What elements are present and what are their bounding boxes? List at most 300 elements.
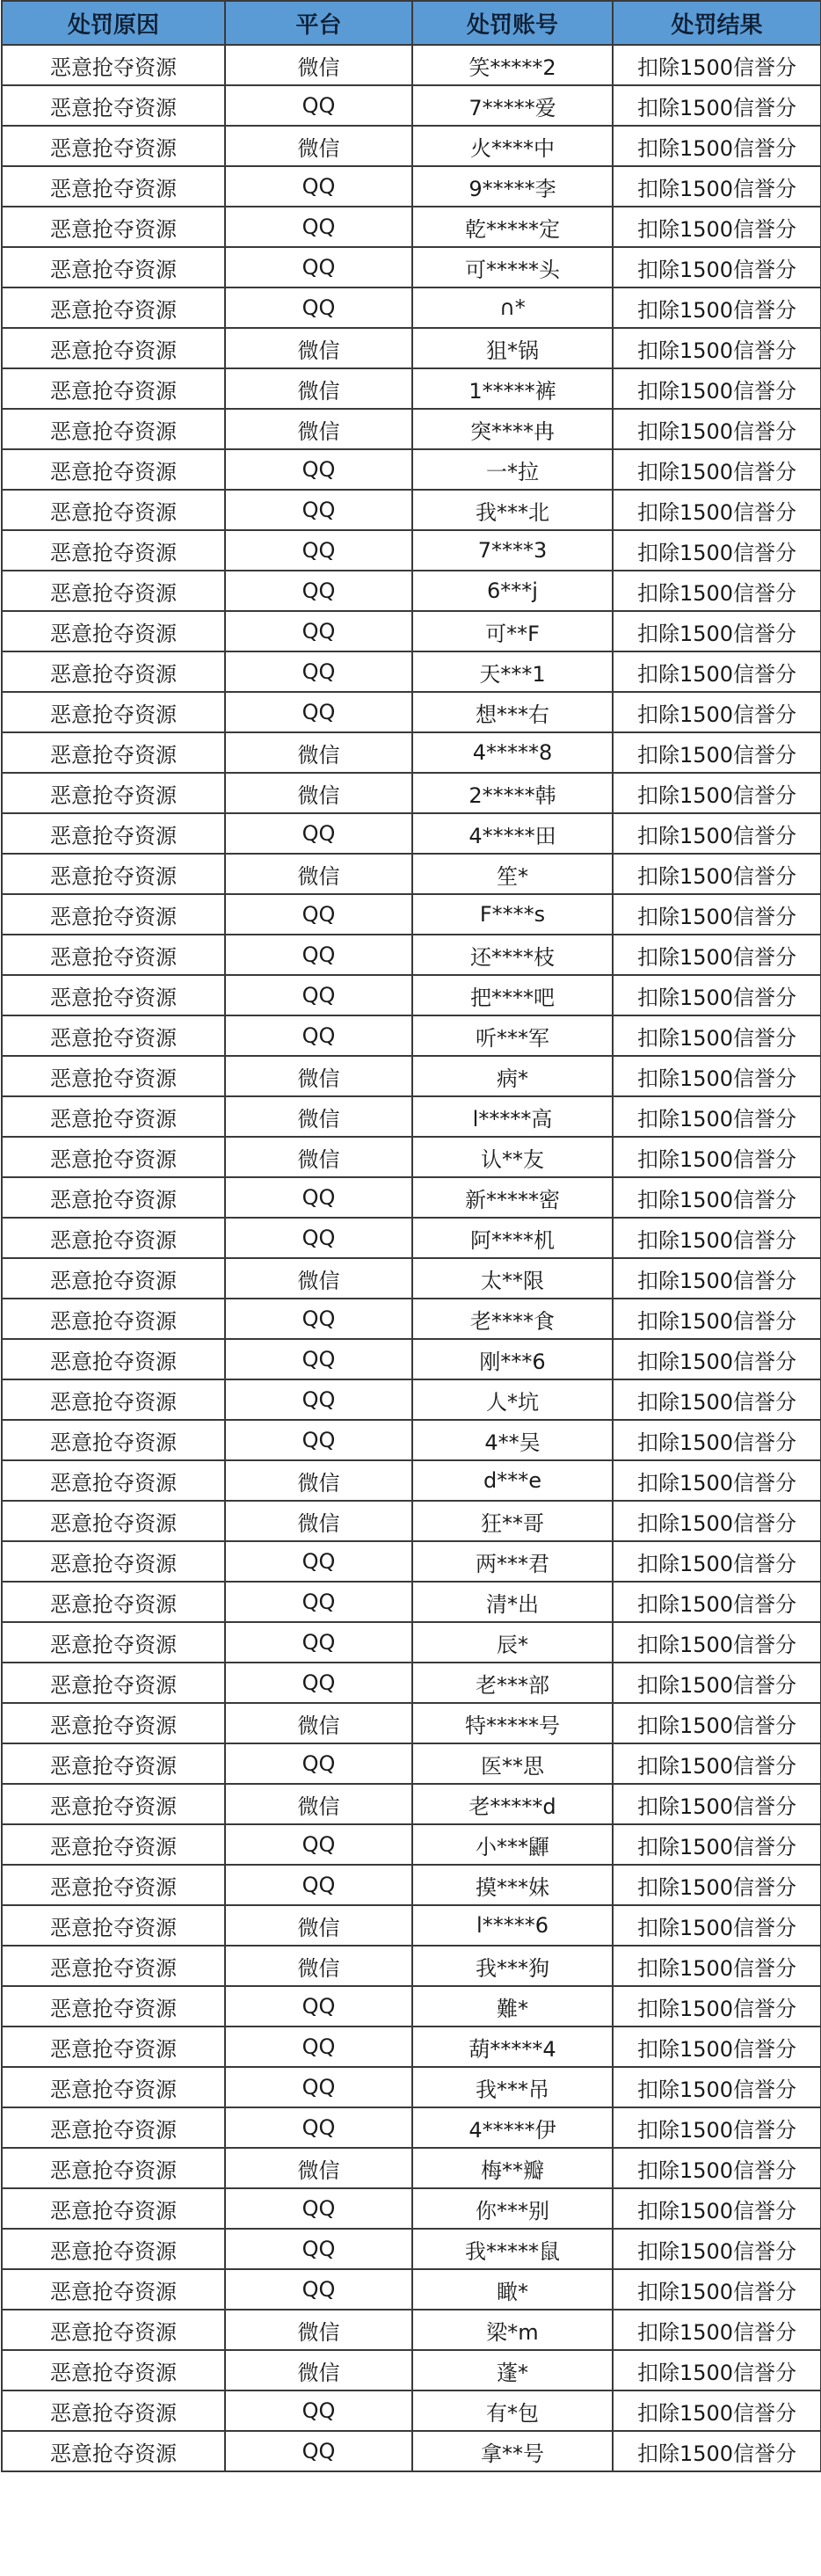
cell-result: 扣除1500信誉分	[613, 773, 821, 813]
cell-account: 1*****裤	[412, 368, 613, 409]
cell-platform: QQ	[225, 2390, 412, 2431]
cell-platform: 微信	[225, 126, 412, 166]
cell-account: 还****枝	[412, 935, 613, 975]
cell-account: 9*****李	[412, 166, 613, 207]
cell-reason: 恶意抢夺资源	[2, 2269, 225, 2310]
cell-result: 扣除1500信誉分	[613, 1137, 821, 1177]
cell-platform: 微信	[225, 1258, 412, 1299]
cell-account: 狂**哥	[412, 1501, 613, 1541]
cell-account: 老***部	[412, 1663, 613, 1703]
cell-reason: 恶意抢夺资源	[2, 894, 225, 935]
cell-result: 扣除1500信誉分	[613, 854, 821, 894]
cell-platform: 微信	[225, 1905, 412, 1946]
cell-account: d***e	[412, 1460, 613, 1501]
cell-reason: 恶意抢夺资源	[2, 2107, 225, 2148]
table-row	[2, 2148, 821, 2188]
cell-platform: 微信	[225, 1784, 412, 1824]
table-row	[2, 126, 821, 166]
table-row	[2, 2269, 821, 2310]
cell-platform: QQ	[225, 166, 412, 207]
cell-account: 2*****韩	[412, 773, 613, 813]
cell-platform: QQ	[225, 2027, 412, 2067]
cell-reason: 恶意抢夺资源	[2, 1622, 225, 1663]
cell-reason: 恶意抢夺资源	[2, 1015, 225, 1056]
header-result: 处罚结果	[613, 1, 821, 45]
cell-reason: 恶意抢夺资源	[2, 85, 225, 126]
table-row	[2, 1420, 821, 1460]
cell-reason: 恶意抢夺资源	[2, 2350, 225, 2390]
cell-result: 扣除1500信誉分	[613, 530, 821, 571]
cell-account: 突****冉	[412, 409, 613, 449]
table-row	[2, 2067, 821, 2107]
table-row	[2, 2390, 821, 2431]
cell-account: 两***君	[412, 1541, 613, 1582]
cell-platform: 微信	[225, 1501, 412, 1541]
cell-result: 扣除1500信誉分	[613, 1258, 821, 1299]
cell-result: 扣除1500信誉分	[613, 2350, 821, 2390]
cell-account: 我*****鼠	[412, 2229, 613, 2269]
cell-account: 辰*	[412, 1622, 613, 1663]
cell-result: 扣除1500信誉分	[613, 651, 821, 692]
cell-reason: 恶意抢夺资源	[2, 1663, 225, 1703]
table-row	[2, 894, 821, 935]
cell-platform: QQ	[225, 247, 412, 287]
table-row	[2, 2188, 821, 2229]
cell-result: 扣除1500信誉分	[613, 611, 821, 651]
cell-result: 扣除1500信誉分	[613, 1177, 821, 1218]
cell-reason: 恶意抢夺资源	[2, 1986, 225, 2027]
table-row	[2, 732, 821, 773]
cell-reason: 恶意抢夺资源	[2, 1096, 225, 1137]
cell-account: 清*出	[412, 1582, 613, 1622]
cell-reason: 恶意抢夺资源	[2, 1420, 225, 1460]
cell-platform: QQ	[225, 935, 412, 975]
cell-account: 老****食	[412, 1299, 613, 1339]
cell-result: 扣除1500信誉分	[613, 247, 821, 287]
cell-account: 7****3	[412, 530, 613, 571]
cell-reason: 恶意抢夺资源	[2, 126, 225, 166]
cell-result: 扣除1500信誉分	[613, 1096, 821, 1137]
cell-account: 4**吴	[412, 1420, 613, 1460]
header-platform: 平台	[225, 1, 412, 45]
table-row	[2, 2310, 821, 2350]
table-row	[2, 1582, 821, 1622]
cell-platform: QQ	[225, 1622, 412, 1663]
table-row	[2, 692, 821, 732]
cell-platform: QQ	[225, 651, 412, 692]
cell-reason: 恶意抢夺资源	[2, 2027, 225, 2067]
cell-result: 扣除1500信誉分	[613, 166, 821, 207]
cell-account: l*****6	[412, 1905, 613, 1946]
cell-result: 扣除1500信誉分	[613, 692, 821, 732]
table-row	[2, 1056, 821, 1096]
cell-platform: 微信	[225, 409, 412, 449]
table-row	[2, 1784, 821, 1824]
cell-platform: 微信	[225, 1703, 412, 1743]
cell-account: 笑*****2	[412, 45, 613, 85]
cell-platform: 微信	[225, 1096, 412, 1137]
cell-result: 扣除1500信誉分	[613, 894, 821, 935]
cell-account: 人*坑	[412, 1379, 613, 1420]
cell-reason: 恶意抢夺资源	[2, 1865, 225, 1905]
cell-account: 阿****机	[412, 1218, 613, 1258]
cell-platform: QQ	[225, 2067, 412, 2107]
cell-account: 6***j	[412, 571, 613, 611]
cell-platform: QQ	[225, 207, 412, 247]
cell-account: 听***军	[412, 1015, 613, 1056]
cell-reason: 恶意抢夺资源	[2, 935, 225, 975]
cell-reason: 恶意抢夺资源	[2, 1824, 225, 1865]
cell-result: 扣除1500信誉分	[613, 2107, 821, 2148]
table-row	[2, 2350, 821, 2390]
cell-platform: QQ	[225, 611, 412, 651]
cell-result: 扣除1500信誉分	[613, 813, 821, 854]
cell-result: 扣除1500信誉分	[613, 490, 821, 530]
cell-reason: 恶意抢夺资源	[2, 45, 225, 85]
header-row	[2, 1, 821, 45]
cell-reason: 恶意抢夺资源	[2, 2148, 225, 2188]
cell-account: 笙*	[412, 854, 613, 894]
cell-account: 拿**号	[412, 2431, 613, 2471]
table-row	[2, 1622, 821, 1663]
cell-reason: 恶意抢夺资源	[2, 1501, 225, 1541]
cell-reason: 恶意抢夺资源	[2, 611, 225, 651]
cell-result: 扣除1500信誉分	[613, 2310, 821, 2350]
table-row	[2, 651, 821, 692]
cell-platform: 微信	[225, 1056, 412, 1096]
cell-platform: QQ	[225, 287, 412, 328]
cell-platform: QQ	[225, 1865, 412, 1905]
cell-result: 扣除1500信誉分	[613, 2229, 821, 2269]
cell-account: l*****高	[412, 1096, 613, 1137]
table-body	[2, 45, 821, 2471]
table-row	[2, 1663, 821, 1703]
cell-result: 扣除1500信誉分	[613, 409, 821, 449]
cell-reason: 恶意抢夺资源	[2, 1056, 225, 1096]
cell-account: 有*包	[412, 2390, 613, 2431]
cell-platform: 微信	[225, 2310, 412, 2350]
cell-reason: 恶意抢夺资源	[2, 1703, 225, 1743]
cell-reason: 恶意抢夺资源	[2, 2431, 225, 2471]
cell-reason: 恶意抢夺资源	[2, 1379, 225, 1420]
cell-platform: 微信	[225, 2350, 412, 2390]
cell-result: 扣除1500信誉分	[613, 1218, 821, 1258]
cell-account: 可*****头	[412, 247, 613, 287]
table-row	[2, 813, 821, 854]
cell-platform: 微信	[225, 732, 412, 773]
cell-reason: 恶意抢夺资源	[2, 651, 225, 692]
cell-result: 扣除1500信誉分	[613, 2148, 821, 2188]
cell-platform: QQ	[225, 894, 412, 935]
table-row	[2, 2027, 821, 2067]
cell-account: 把****吧	[412, 975, 613, 1015]
cell-reason: 恶意抢夺资源	[2, 2390, 225, 2431]
cell-platform: QQ	[225, 1379, 412, 1420]
table-row	[2, 1501, 821, 1541]
table-row	[2, 1218, 821, 1258]
header-reason: 处罚原因	[2, 1, 225, 45]
cell-platform: QQ	[225, 1177, 412, 1218]
cell-reason: 恶意抢夺资源	[2, 1137, 225, 1177]
table-row	[2, 45, 821, 85]
cell-account: 可**F	[412, 611, 613, 651]
cell-platform: QQ	[225, 571, 412, 611]
cell-result: 扣除1500信誉分	[613, 1420, 821, 1460]
cell-platform: QQ	[225, 1986, 412, 2027]
cell-result: 扣除1500信誉分	[613, 2188, 821, 2229]
cell-reason: 恶意抢夺资源	[2, 166, 225, 207]
cell-platform: QQ	[225, 1218, 412, 1258]
cell-account: 我***北	[412, 490, 613, 530]
table-row	[2, 449, 821, 490]
table-row	[2, 1541, 821, 1582]
table-row	[2, 611, 821, 651]
cell-reason: 恶意抢夺资源	[2, 1905, 225, 1946]
cell-result: 扣除1500信誉分	[613, 2390, 821, 2431]
cell-account: 小***鼲	[412, 1824, 613, 1865]
cell-account: 病*	[412, 1056, 613, 1096]
table-row	[2, 207, 821, 247]
cell-platform: QQ	[225, 2269, 412, 2310]
cell-platform: QQ	[225, 85, 412, 126]
cell-reason: 恶意抢夺资源	[2, 449, 225, 490]
cell-reason: 恶意抢夺资源	[2, 1541, 225, 1582]
table-row	[2, 1946, 821, 1986]
table-row	[2, 490, 821, 530]
cell-reason: 恶意抢夺资源	[2, 1299, 225, 1339]
cell-result: 扣除1500信誉分	[613, 1460, 821, 1501]
cell-account: 新*****密	[412, 1177, 613, 1218]
cell-account: 一*拉	[412, 449, 613, 490]
cell-platform: QQ	[225, 449, 412, 490]
cell-reason: 恶意抢夺资源	[2, 409, 225, 449]
cell-result: 扣除1500信誉分	[613, 1703, 821, 1743]
cell-platform: 微信	[225, 45, 412, 85]
table-row	[2, 1905, 821, 1946]
table-row	[2, 247, 821, 287]
table-row	[2, 1096, 821, 1137]
cell-platform: QQ	[225, 2229, 412, 2269]
cell-account: 我***吊	[412, 2067, 613, 2107]
cell-result: 扣除1500信誉分	[613, 1784, 821, 1824]
cell-platform: 微信	[225, 854, 412, 894]
cell-platform: QQ	[225, 1541, 412, 1582]
cell-reason: 恶意抢夺资源	[2, 813, 225, 854]
cell-platform: QQ	[225, 1015, 412, 1056]
cell-result: 扣除1500信誉分	[613, 328, 821, 368]
cell-account: 梁*m	[412, 2310, 613, 2350]
cell-reason: 恶意抢夺资源	[2, 2229, 225, 2269]
cell-account: 4*****8	[412, 732, 613, 773]
cell-reason: 恶意抢夺资源	[2, 692, 225, 732]
cell-reason: 恶意抢夺资源	[2, 2188, 225, 2229]
cell-reason: 恶意抢夺资源	[2, 732, 225, 773]
table-row	[2, 1865, 821, 1905]
cell-result: 扣除1500信誉分	[613, 1339, 821, 1379]
cell-result: 扣除1500信誉分	[613, 1986, 821, 2027]
cell-reason: 恶意抢夺资源	[2, 328, 225, 368]
cell-platform: QQ	[225, 2107, 412, 2148]
cell-account: 4*****伊	[412, 2107, 613, 2148]
cell-result: 扣除1500信誉分	[613, 975, 821, 1015]
cell-account: 老*****d	[412, 1784, 613, 1824]
cell-reason: 恶意抢夺资源	[2, 287, 225, 328]
table-row	[2, 935, 821, 975]
table-row	[2, 530, 821, 571]
cell-result: 扣除1500信誉分	[613, 2027, 821, 2067]
cell-result: 扣除1500信誉分	[613, 1541, 821, 1582]
table-row	[2, 1177, 821, 1218]
cell-result: 扣除1500信誉分	[613, 1015, 821, 1056]
cell-reason: 恶意抢夺资源	[2, 207, 225, 247]
cell-platform: QQ	[225, 692, 412, 732]
table-row	[2, 1258, 821, 1299]
cell-platform: QQ	[225, 530, 412, 571]
table-row	[2, 166, 821, 207]
cell-platform: 微信	[225, 1460, 412, 1501]
cell-reason: 恶意抢夺资源	[2, 2067, 225, 2107]
table-row	[2, 2107, 821, 2148]
cell-result: 扣除1500信誉分	[613, 1946, 821, 1986]
cell-result: 扣除1500信誉分	[613, 207, 821, 247]
cell-platform: QQ	[225, 1824, 412, 1865]
cell-account: 特*****号	[412, 1703, 613, 1743]
cell-platform: QQ	[225, 490, 412, 530]
cell-account: 葫*****4	[412, 2027, 613, 2067]
table-row	[2, 773, 821, 813]
penalty-table	[1, 0, 821, 2472]
cell-platform: 微信	[225, 1137, 412, 1177]
cell-result: 扣除1500信誉分	[613, 85, 821, 126]
table-row	[2, 1824, 821, 1865]
cell-account: 7*****爱	[412, 85, 613, 126]
cell-account: 蓬*	[412, 2350, 613, 2390]
cell-platform: 微信	[225, 1946, 412, 1986]
cell-reason: 恶意抢夺资源	[2, 773, 225, 813]
table-row	[2, 368, 821, 409]
cell-account: 梅**瓣	[412, 2148, 613, 2188]
cell-result: 扣除1500信誉分	[613, 45, 821, 85]
table-row	[2, 571, 821, 611]
cell-result: 扣除1500信誉分	[613, 1622, 821, 1663]
cell-platform: 微信	[225, 368, 412, 409]
cell-platform: QQ	[225, 1299, 412, 1339]
cell-result: 扣除1500信誉分	[613, 1905, 821, 1946]
cell-result: 扣除1500信誉分	[613, 449, 821, 490]
cell-reason: 恶意抢夺资源	[2, 1784, 225, 1824]
cell-platform: QQ	[225, 1663, 412, 1703]
cell-reason: 恶意抢夺资源	[2, 2310, 225, 2350]
table-row	[2, 1703, 821, 1743]
cell-result: 扣除1500信誉分	[613, 1501, 821, 1541]
header-account: 处罚账号	[412, 1, 613, 45]
cell-result: 扣除1500信誉分	[613, 732, 821, 773]
table-row	[2, 1379, 821, 1420]
cell-reason: 恶意抢夺资源	[2, 1582, 225, 1622]
cell-result: 扣除1500信誉分	[613, 2431, 821, 2471]
cell-platform: QQ	[225, 1420, 412, 1460]
cell-platform: QQ	[225, 813, 412, 854]
cell-account: 刚***6	[412, 1339, 613, 1379]
table-row	[2, 2431, 821, 2471]
cell-reason: 恶意抢夺资源	[2, 1339, 225, 1379]
table-row	[2, 328, 821, 368]
cell-platform: 微信	[225, 2148, 412, 2188]
cell-platform: 微信	[225, 773, 412, 813]
cell-account: 火****中	[412, 126, 613, 166]
cell-result: 扣除1500信誉分	[613, 935, 821, 975]
cell-reason: 恶意抢夺资源	[2, 1946, 225, 1986]
cell-account: F****s	[412, 894, 613, 935]
table-row	[2, 1460, 821, 1501]
cell-account: 狙*锅	[412, 328, 613, 368]
table-row	[2, 1015, 821, 1056]
cell-result: 扣除1500信誉分	[613, 1824, 821, 1865]
cell-account: 乾*****定	[412, 207, 613, 247]
cell-reason: 恶意抢夺资源	[2, 854, 225, 894]
table-row	[2, 409, 821, 449]
table-row	[2, 1339, 821, 1379]
table-row	[2, 287, 821, 328]
cell-platform: QQ	[225, 1743, 412, 1784]
cell-platform: 微信	[225, 328, 412, 368]
cell-reason: 恶意抢夺资源	[2, 490, 225, 530]
cell-result: 扣除1500信誉分	[613, 2067, 821, 2107]
table-row	[2, 854, 821, 894]
cell-platform: QQ	[225, 2188, 412, 2229]
cell-result: 扣除1500信誉分	[613, 571, 821, 611]
cell-result: 扣除1500信誉分	[613, 1663, 821, 1703]
table-row	[2, 2229, 821, 2269]
cell-reason: 恶意抢夺资源	[2, 975, 225, 1015]
table-row	[2, 1986, 821, 2027]
cell-result: 扣除1500信誉分	[613, 1299, 821, 1339]
cell-reason: 恶意抢夺资源	[2, 571, 225, 611]
cell-account: 想***右	[412, 692, 613, 732]
cell-result: 扣除1500信誉分	[613, 1865, 821, 1905]
cell-account: ∩*	[412, 287, 613, 328]
table-row	[2, 85, 821, 126]
cell-platform: QQ	[225, 1339, 412, 1379]
cell-platform: QQ	[225, 975, 412, 1015]
cell-result: 扣除1500信誉分	[613, 287, 821, 328]
cell-reason: 恶意抢夺资源	[2, 1743, 225, 1784]
cell-account: 摸***妹	[412, 1865, 613, 1905]
cell-reason: 恶意抢夺资源	[2, 530, 225, 571]
cell-reason: 恶意抢夺资源	[2, 247, 225, 287]
cell-reason: 恶意抢夺资源	[2, 368, 225, 409]
cell-account: 我***狗	[412, 1946, 613, 1986]
cell-account: 你***别	[412, 2188, 613, 2229]
cell-reason: 恶意抢夺资源	[2, 1218, 225, 1258]
cell-result: 扣除1500信誉分	[613, 1582, 821, 1622]
cell-result: 扣除1500信誉分	[613, 1379, 821, 1420]
cell-account: 難*	[412, 1986, 613, 2027]
cell-reason: 恶意抢夺资源	[2, 1460, 225, 1501]
cell-platform: QQ	[225, 2431, 412, 2471]
cell-account: 瞰*	[412, 2269, 613, 2310]
cell-result: 扣除1500信誉分	[613, 1056, 821, 1096]
cell-result: 扣除1500信誉分	[613, 126, 821, 166]
cell-platform: QQ	[225, 1582, 412, 1622]
table-row	[2, 1299, 821, 1339]
cell-account: 天***1	[412, 651, 613, 692]
cell-result: 扣除1500信誉分	[613, 368, 821, 409]
cell-reason: 恶意抢夺资源	[2, 1258, 225, 1299]
cell-result: 扣除1500信誉分	[613, 1743, 821, 1784]
cell-reason: 恶意抢夺资源	[2, 1177, 225, 1218]
cell-account: 4*****田	[412, 813, 613, 854]
